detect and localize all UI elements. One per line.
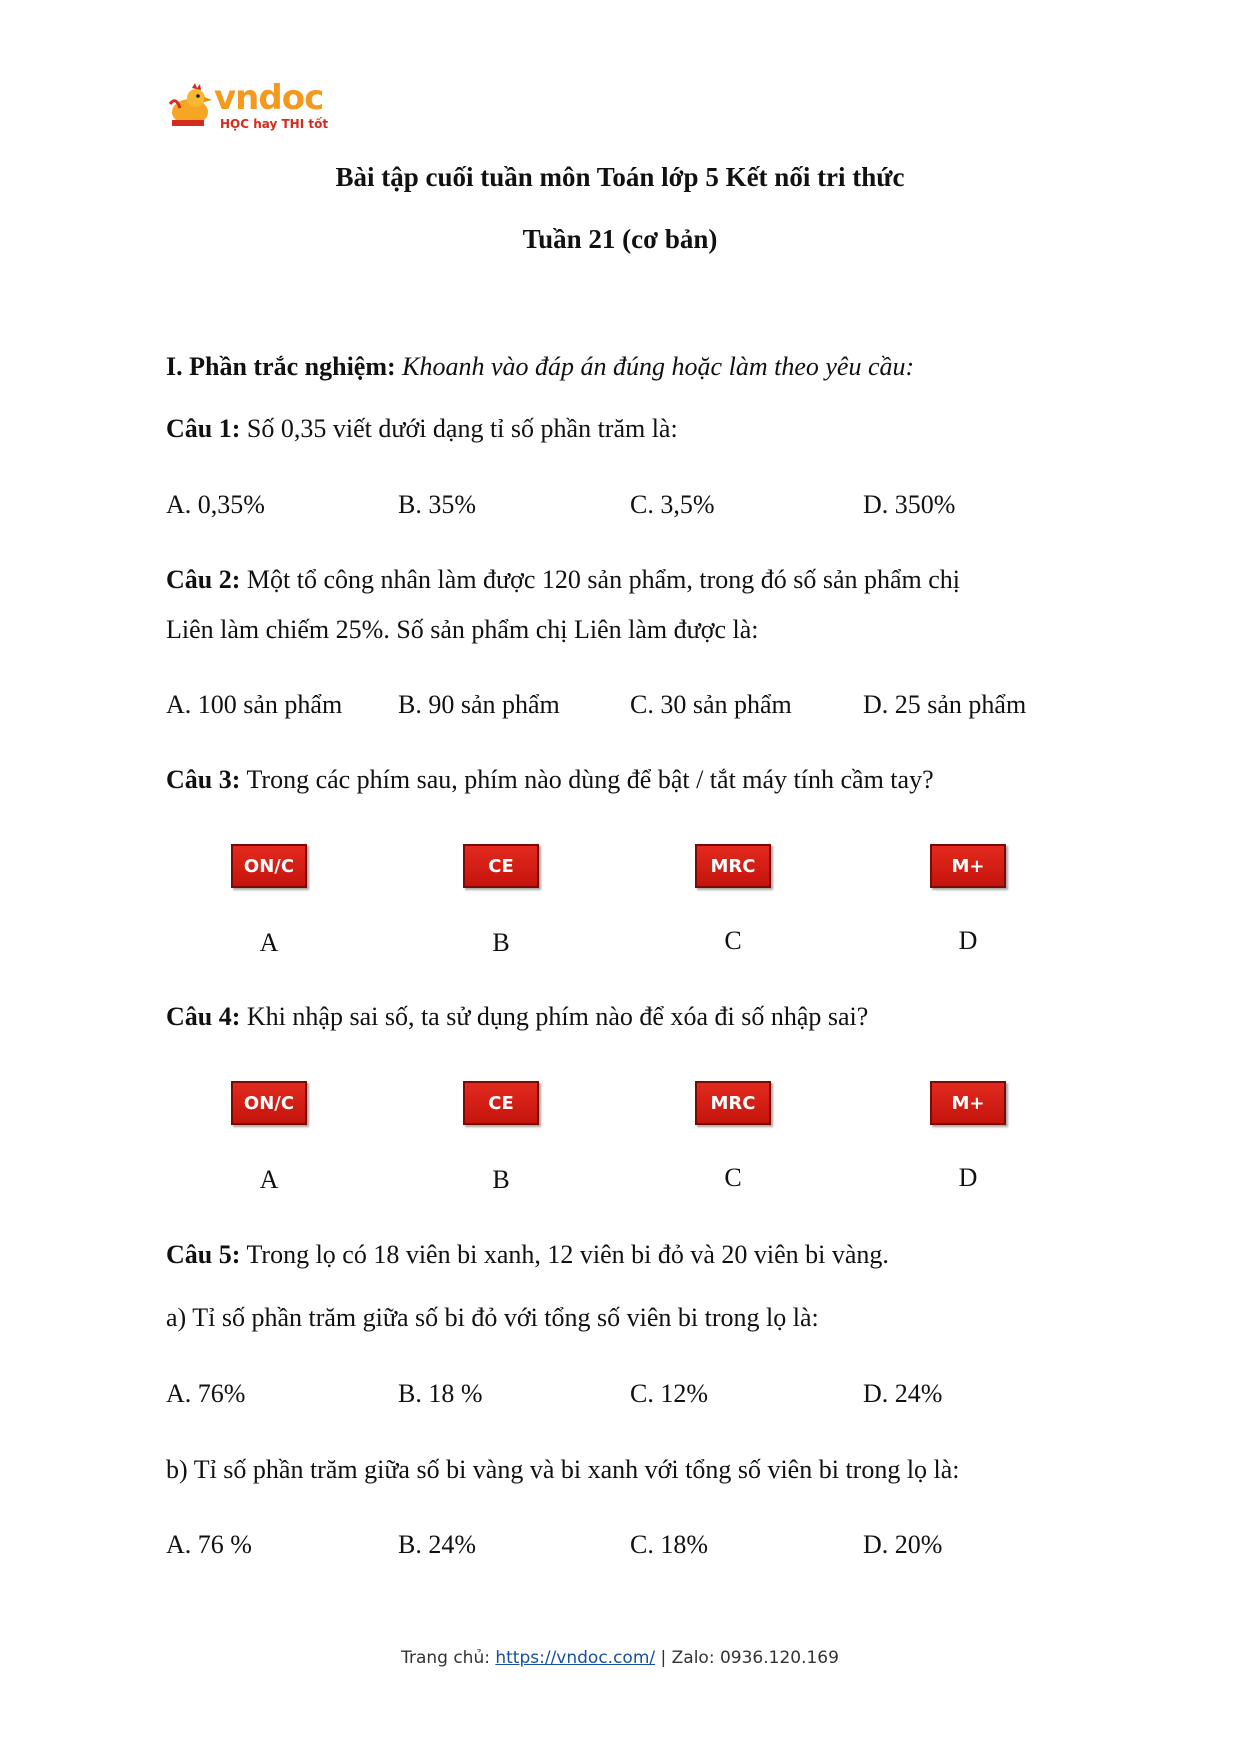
q5b-option-b[interactable]: B. 24% [398, 1530, 476, 1559]
question-5b: b) Tỉ số phần trăm giữa số bi vàng và bi xanh với tổng số viên bi trong lọ là: [166, 1455, 960, 1484]
question-2-continued: Liên làm chiếm 25%. Số sản phẩm chị Liên làm được là: [166, 615, 759, 644]
q5b-option-d[interactable]: D. 20% [863, 1530, 943, 1559]
q4-letter-b: B [492, 1165, 510, 1194]
footer-contact: | Zalo: 0936.120.169 [655, 1648, 839, 1668]
question-label: Câu 3: [166, 765, 241, 794]
question-text: Khi nhập sai số, ta sử dụng phím nào để xóa đi số nhập sai? [246, 1002, 869, 1031]
q5a-option-a[interactable]: A. 76% [166, 1379, 246, 1408]
q5b-option-c[interactable]: C. 18% [630, 1530, 708, 1559]
q5a-option-d[interactable]: D. 24% [863, 1379, 943, 1408]
vndoc-logo [166, 78, 329, 134]
q1-option-a[interactable]: A. 0,35% [166, 490, 265, 519]
question-text: Số 0,35 viết dưới dạng tỉ số phần trăm là: [246, 414, 678, 443]
q1-option-b[interactable]: B. 35% [398, 490, 476, 519]
q4-key-mrc[interactable]: MRC [695, 1081, 771, 1125]
page-subtitle: Tuần 21 (cơ bản) [522, 224, 718, 254]
q4-key-ce[interactable]: CE [463, 1081, 539, 1125]
q2-option-d[interactable]: D. 25 sản phẩm [863, 690, 1027, 719]
q5b-option-a[interactable]: A. 76 % [166, 1530, 252, 1559]
footer-home-link[interactable]: https://vndoc.com/ [495, 1648, 656, 1668]
rooster-mascot-icon [166, 82, 214, 130]
q4-key-m-plus[interactable]: M+ [930, 1081, 1006, 1125]
q5a-option-c[interactable]: C. 12% [630, 1379, 708, 1408]
q3-letter-c: C [724, 926, 742, 955]
page-footer [0, 1648, 1240, 1668]
q1-option-c[interactable]: C. 3,5% [630, 490, 715, 519]
section-instruction: Khoanh vào đáp án đúng hoặc làm theo yêu cầu: [402, 352, 915, 381]
footer-prefix: Trang chủ: [401, 1648, 496, 1668]
q3-key-mrc[interactable]: MRC [695, 844, 771, 888]
question-2 [166, 565, 960, 595]
q3-letter-d: D [958, 926, 978, 955]
question-1 [166, 414, 678, 444]
q3-letter-a: A [259, 928, 279, 957]
question-label: Câu 4: [166, 1002, 241, 1031]
q2-option-b[interactable]: B. 90 sản phẩm [398, 690, 560, 719]
q3-letter-b: B [492, 928, 510, 957]
question-text: Một tổ công nhân làm được 120 sản phẩm, trong đó số sản phẩm chị [246, 565, 961, 594]
q1-option-d[interactable]: D. 350% [863, 490, 956, 519]
q3-key-ce[interactable]: CE [463, 844, 539, 888]
question-label: Câu 5: [166, 1240, 241, 1269]
question-3 [166, 765, 934, 795]
question-text: Trong các phím sau, phím nào dùng để bật / tắt máy tính cầm tay? [246, 765, 934, 794]
q2-option-a[interactable]: A. 100 sản phẩm [166, 690, 343, 719]
question-label: Câu 2: [166, 565, 241, 594]
logo-tagline: HỌC hay THI tốt [220, 117, 329, 131]
question-4 [166, 1002, 868, 1032]
page-title: Bài tập cuối tuần môn Toán lớp 5 Kết nối tri thức [335, 162, 905, 192]
logo-wordmark: vndoc [214, 78, 324, 118]
question-5 [166, 1240, 889, 1270]
question-5a: a) Tỉ số phần trăm giữa số bi đỏ với tổng số viên bi trong lọ là: [166, 1303, 819, 1332]
q4-letter-a: A [259, 1165, 279, 1194]
question-label: Câu 1: [166, 414, 241, 443]
q4-key-on-c[interactable]: ON/C [231, 1081, 307, 1125]
section-label: I. Phần trắc nghiệm: [166, 352, 396, 381]
question-text: Trong lọ có 18 viên bi xanh, 12 viên bi đỏ và 20 viên bi vàng. [246, 1240, 889, 1269]
q2-option-c[interactable]: C. 30 sản phẩm [630, 690, 792, 719]
section-heading [166, 352, 914, 382]
q4-letter-d: D [958, 1163, 978, 1192]
q3-key-m-plus[interactable]: M+ [930, 844, 1006, 888]
q4-letter-c: C [724, 1163, 742, 1192]
q3-key-on-c[interactable]: ON/C [231, 844, 307, 888]
q5a-option-b[interactable]: B. 18 % [398, 1379, 483, 1408]
